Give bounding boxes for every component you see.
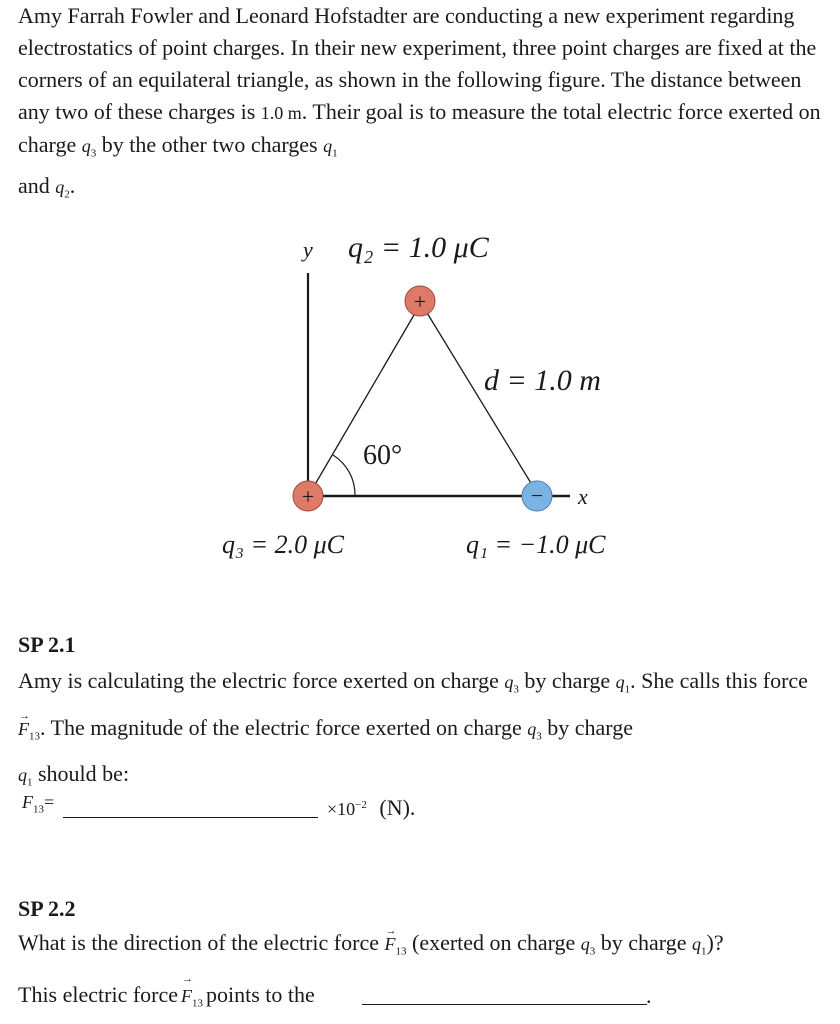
sp22-period: .	[646, 983, 652, 1008]
intro-text-2: . Their goal is to measure the total electric force exerted on charge	[18, 99, 821, 157]
minus-sign-q1: −	[530, 483, 544, 508]
var-q1: $q_1$	[615, 672, 631, 696]
plus-sign-q2: +	[413, 289, 427, 314]
sp22-answer-blank[interactable]	[362, 1004, 647, 1005]
angle-label: 60°	[363, 440, 403, 471]
sp21-answer-blank[interactable]	[63, 817, 318, 818]
q2-label: q₂ = 1.0 μC	[348, 231, 489, 264]
sp21-question: Amy is calculating the electric force exerted on charge $q_3$ by charge $q_1$. She calls this force → $F_{13}$. The magnitude of the electric force exerted on charge $q_3$ by charge $q_1$ should be:	[18, 662, 833, 802]
var-f13-vector: → $F_{13}$	[181, 986, 203, 1010]
var-q2: $q_2$	[55, 176, 70, 201]
var-f13: $F_{13}$	[22, 792, 44, 816]
var-f13-vector: → $F_{13}$	[385, 928, 407, 968]
var-q3: $q_3$	[504, 672, 519, 696]
sp21-heading: SP 2.1	[18, 632, 76, 657]
var-q1: $q_1$	[18, 765, 33, 789]
intro-text-3: by the other two charges	[96, 132, 324, 157]
var-q3: $q_3$	[527, 718, 542, 743]
sp22-answer-row: This electric force → $F_{13}$ points to the	[18, 982, 315, 1010]
var-f13-vector: → $F_{13}$	[18, 711, 40, 756]
var-q3: $q_3$	[81, 136, 97, 160]
sp21-answer-row: $F_{13}$ =	[22, 792, 55, 816]
var-q1: $q_1$	[692, 934, 707, 958]
angle-arc	[333, 455, 355, 496]
triangle-side-right	[421, 303, 537, 493]
y-axis-label: y	[303, 237, 313, 262]
sp22-question: What is the direction of the electric force → $F_{13}$ (exerted on charge $q_3$ by charge $q_1$)?	[18, 927, 833, 968]
var-q1: $q_1$	[323, 136, 338, 160]
plus-sign-q3: +	[301, 484, 315, 509]
intro-and: and	[18, 172, 56, 198]
sp22-heading: SP 2.2	[18, 896, 76, 921]
intro-text-1: Amy Farrah Fowler and Leonard Hofstadter are conducting a new experiment regarding electrostatics of point charges. In their new experiment, three point charges are fixed at the corners of an equilateral triangle, as shown in the following figure. The distance between any two of these charges is	[18, 3, 817, 124]
x-axis-label: x	[578, 484, 588, 509]
var-q3: $q_3$	[580, 934, 596, 958]
q3-label: q₃ = 2.0 μC	[222, 530, 344, 559]
q1-label: q₁ = −1.0 μC	[466, 530, 606, 559]
distance-label: d = 1.0 m	[484, 364, 601, 397]
sp21-unit: $\times 10^{-2}$ (N).	[327, 795, 416, 820]
distance-value: 1.0 m	[260, 103, 302, 123]
intro-paragraph: Amy Farrah Fowler and Leonard Hofstadter are conducting a new experiment regarding electrostatics of point charges. In their new experiment, three point charges are fixed at the corners of an equilateral triangle, as shown in the following figure. The distance between any two of these charges is 1.0 m. Their goal is to measure the total electric force exerted on charge $q_3$ by the other two charges $q_1$ and $q_2$.	[18, 3, 821, 201]
